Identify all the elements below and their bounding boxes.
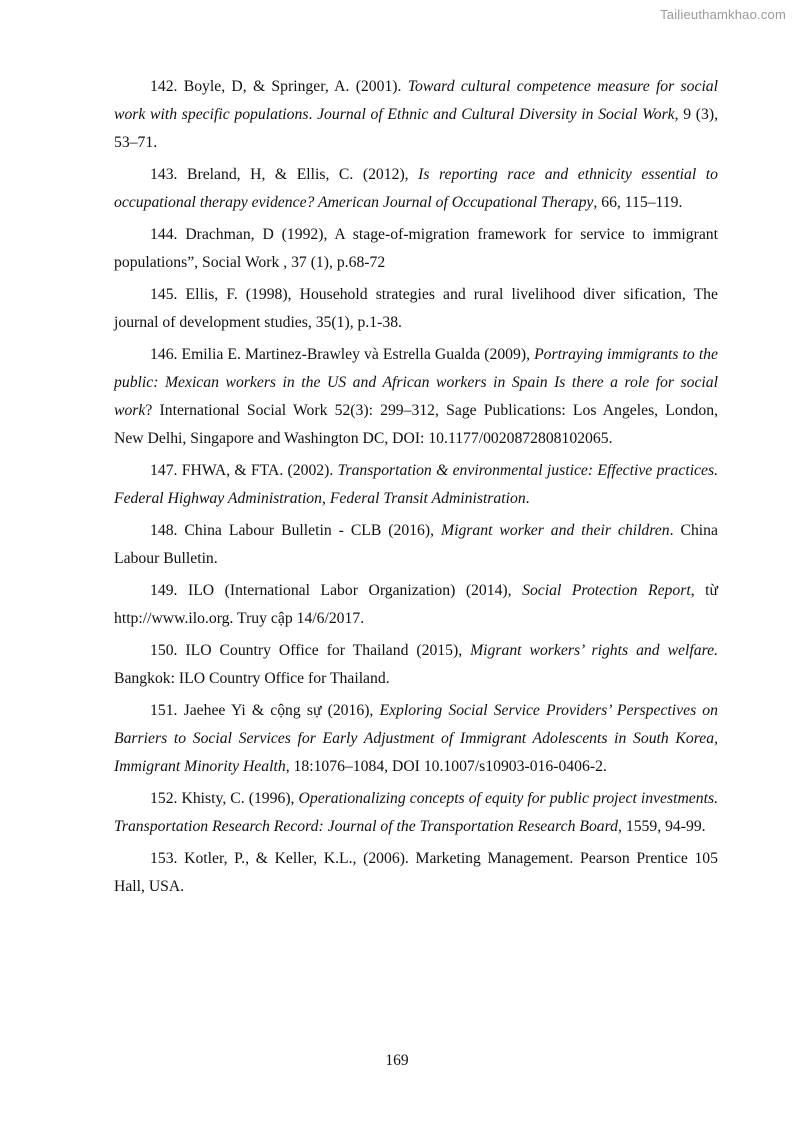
reference-number: 148.	[150, 522, 178, 539]
reference-entry	[114, 73, 718, 157]
watermark-text: Tailieuthamkhao.com	[660, 7, 786, 22]
reference-number: 153.	[150, 850, 178, 867]
reference-title: Migrant worker and their children	[441, 522, 670, 539]
reference-number: 146.	[150, 346, 178, 363]
reference-number: 150.	[150, 642, 178, 659]
reference-title: Portraying immigrants to the public: Mexican workers in the US and African workers in Spain Is there a role for social work	[114, 346, 718, 419]
reference-entry	[114, 577, 718, 633]
reference-title: Toward cultural competence measure for social work with specific populations	[114, 78, 719, 123]
reference-entry	[114, 517, 718, 573]
reference-entry	[114, 457, 718, 513]
reference-entry	[114, 221, 718, 277]
reference-text: Emilia E. Martinez-Brawley và Estrella Gualda (2009),	[177, 346, 535, 363]
reference-number: 152.	[150, 790, 178, 807]
reference-entry	[114, 637, 718, 693]
reference-title: Exploring Social Service Providers’ Perspectives on Barriers to Social Services for Early Adjustment of Immigrant Adolescents in South Korea, Immigrant Minority Health	[114, 702, 718, 775]
reference-title: Social Protection Report	[522, 582, 691, 599]
reference-entry	[114, 341, 718, 453]
reference-text: FHWA, & FTA. (2002).	[177, 462, 338, 479]
reference-entry	[114, 281, 718, 337]
reference-entry	[114, 161, 718, 217]
reference-text: .	[525, 490, 530, 507]
reference-text: ILO (International Labor Organization) (2014),	[177, 582, 523, 599]
reference-text: Bangkok: ILO Country Office for Thailand.	[114, 670, 390, 687]
reference-text: Jaehee Yi & cộng sự (2016),	[177, 702, 380, 719]
reference-text: , từ http://www.ilo.org. Truy cập 14/6/2017.	[114, 582, 719, 627]
reference-text: ILO Country Office for Thailand (2015),	[177, 642, 471, 659]
reference-entry	[114, 785, 718, 841]
reference-title: Journal of Ethnic and Cultural Diversity in Social Work	[317, 106, 675, 123]
reference-number: 149.	[150, 582, 178, 599]
reference-title: Transportation & environmental justice: Effective practices. Federal Highway Administration, Federal Transit Administration	[114, 462, 718, 507]
reference-number: 145.	[150, 286, 178, 303]
reference-number: 142.	[150, 78, 178, 95]
reference-text: 1559, 94-99.	[621, 818, 706, 835]
reference-text: China Labour Bulletin - CLB (2016),	[177, 522, 442, 539]
reference-text: . China Labour Bulletin.	[114, 522, 718, 567]
reference-text: ? International Social Work 52(3): 299–312, Sage Publications: Los Angeles, London, New Delhi, Singapore and Washington DC, DOI: 10.1177/0020872808102065.	[114, 402, 718, 447]
reference-title: Is reporting race and ethnicity essential to occupational therapy evidence? American Journal of Occupational Therapy	[114, 166, 718, 211]
reference-text: , 66, 115–119.	[593, 194, 683, 211]
reference-number: 147.	[150, 462, 178, 479]
reference-title: Migrant workers’ rights and welfare.	[470, 642, 718, 659]
reference-text: Kotler, P., & Keller, K.L., (2006). Marketing Management. Pearson Prentice 105 Hall, USA.	[114, 850, 718, 895]
reference-text: , 9 (3), 53–71.	[114, 106, 719, 151]
reference-text: .	[308, 106, 318, 123]
reference-text: Khisty, C. (1996),	[177, 790, 299, 807]
reference-number: 151.	[150, 702, 178, 719]
reference-text: Breland, H, & Ellis, C. (2012),	[177, 166, 419, 183]
reference-text: Drachman, D (1992), A stage-of-migration framework for service to immigrant populations”, Social Work , 37 (1), p.68-72	[114, 226, 718, 271]
reference-text: Ellis, F. (1998), Household strategies and rural livelihood diver sification, The journal of development studies, 35(1), p.1-38.	[114, 286, 718, 331]
reference-entry	[114, 845, 718, 901]
reference-title: Operationalizing concepts of equity for public project investments. Transportation Research Record: Journal of the Transportation Research Board,	[114, 790, 718, 835]
reference-list	[114, 73, 718, 905]
reference-number: 144.	[150, 226, 178, 243]
reference-text: , 18:1076–1084, DOI 10.1007/s10903-016-0406-2.	[285, 758, 607, 775]
reference-number: 143.	[150, 166, 178, 183]
reference-text: Boyle, D, & Springer, A. (2001).	[177, 78, 408, 95]
page-number: 169	[385, 1052, 409, 1069]
reference-entry	[114, 697, 718, 781]
